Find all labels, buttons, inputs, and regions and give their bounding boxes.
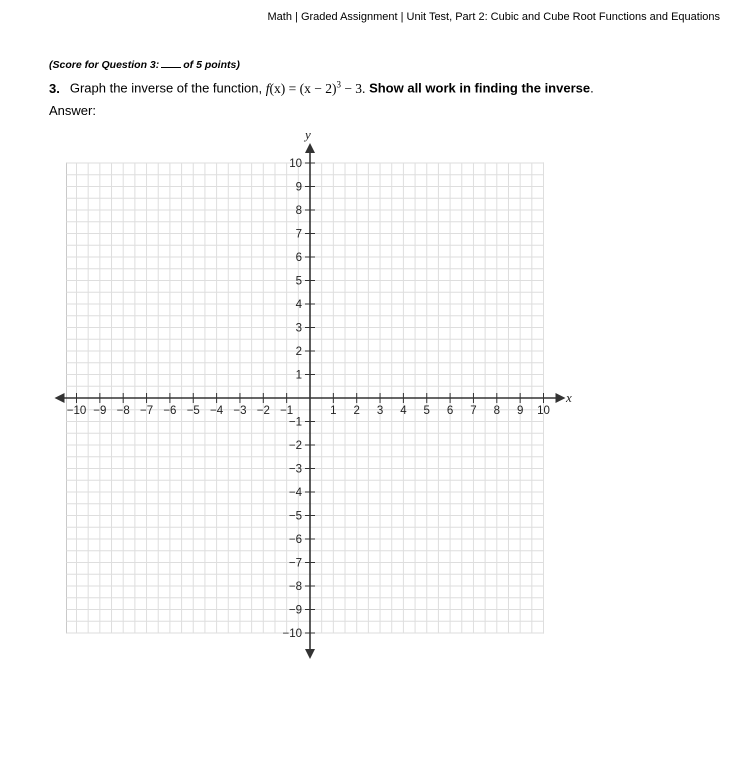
y-tick-label: −4 [288,487,302,499]
function-variable: (x) [269,80,286,96]
x-tick-label: 6 [446,405,454,417]
x-tick-label: −6 [163,405,177,417]
question-end: . [590,80,594,96]
x-tick-label: 7 [470,405,477,417]
question-instruction: Show all work in finding the inverse [369,80,591,96]
x-tick-label: −7 [139,405,154,417]
y-tick-label: −8 [288,581,302,593]
y-axis-up-arrow [305,143,315,153]
x-tick-label: −9 [93,405,107,417]
y-axis-down-arrow [305,649,315,659]
y-tick-label: 7 [295,228,302,241]
x-tick-label: −8 [116,405,130,417]
x-tick-label: 9 [516,405,524,417]
y-tick-label: 8 [295,205,302,217]
x-tick-label: 5 [423,405,430,417]
x-axis-left-arrow [55,393,65,403]
y-tick-label: 3 [295,322,302,335]
y-tick-label: −10 [282,628,302,640]
x-axis-right-arrow [556,393,566,403]
axes [55,143,566,659]
x-tick-label: −1 [280,405,294,417]
x-tick-label: 2 [353,405,360,417]
y-tick-label: 10 [289,158,302,170]
y-tick-label: −5 [288,510,302,523]
x-tick-label: −10 [66,405,87,417]
x-tick-label: 8 [493,405,501,417]
score-prefix: (Score for Question 3: [49,59,160,71]
x-tick-label: 4 [400,405,407,417]
x-tick-label: 10 [537,405,550,417]
function-tail: − 3. [340,80,366,96]
y-tick-label: −1 [288,416,302,429]
function-name: f [265,80,270,96]
x-tick-label: 1 [330,405,337,417]
y-tick-label: 4 [295,299,302,311]
function-rhs: = (x − 2) [285,80,337,96]
y-tick-label: −6 [288,534,302,546]
x-tick-label: 3 [376,405,384,417]
y-tick-label: −7 [288,557,302,570]
y-tick-label: 5 [295,275,302,288]
x-axis-label: x [566,390,572,405]
y-tick-label: −2 [288,440,302,452]
question-text: Graph the inverse of the function, [69,80,263,96]
function-exponent: 3 [336,79,341,89]
y-tick-label: −3 [288,463,302,476]
y-tick-label: 2 [295,346,302,358]
y-axis-label: y [305,127,311,142]
question-number: 3. [49,80,60,96]
x-tick-label: −3 [233,405,247,417]
y-tick-label: −9 [288,604,302,617]
tick-labels [67,158,550,640]
x-tick-label: −4 [210,405,224,417]
score-suffix: of 5 points) [183,59,240,71]
answer-label: Answer: [49,103,96,118]
y-tick-label: 1 [295,369,302,382]
x-tick-label: −5 [186,405,200,417]
page-header: Math | Graded Assignment | Unit Test, Part 2: Cubic and Cube Root Functions and Equations [267,11,720,23]
y-tick-label: 6 [295,252,302,264]
y-tick-label: 9 [295,181,302,194]
x-tick-label: −2 [256,405,270,417]
